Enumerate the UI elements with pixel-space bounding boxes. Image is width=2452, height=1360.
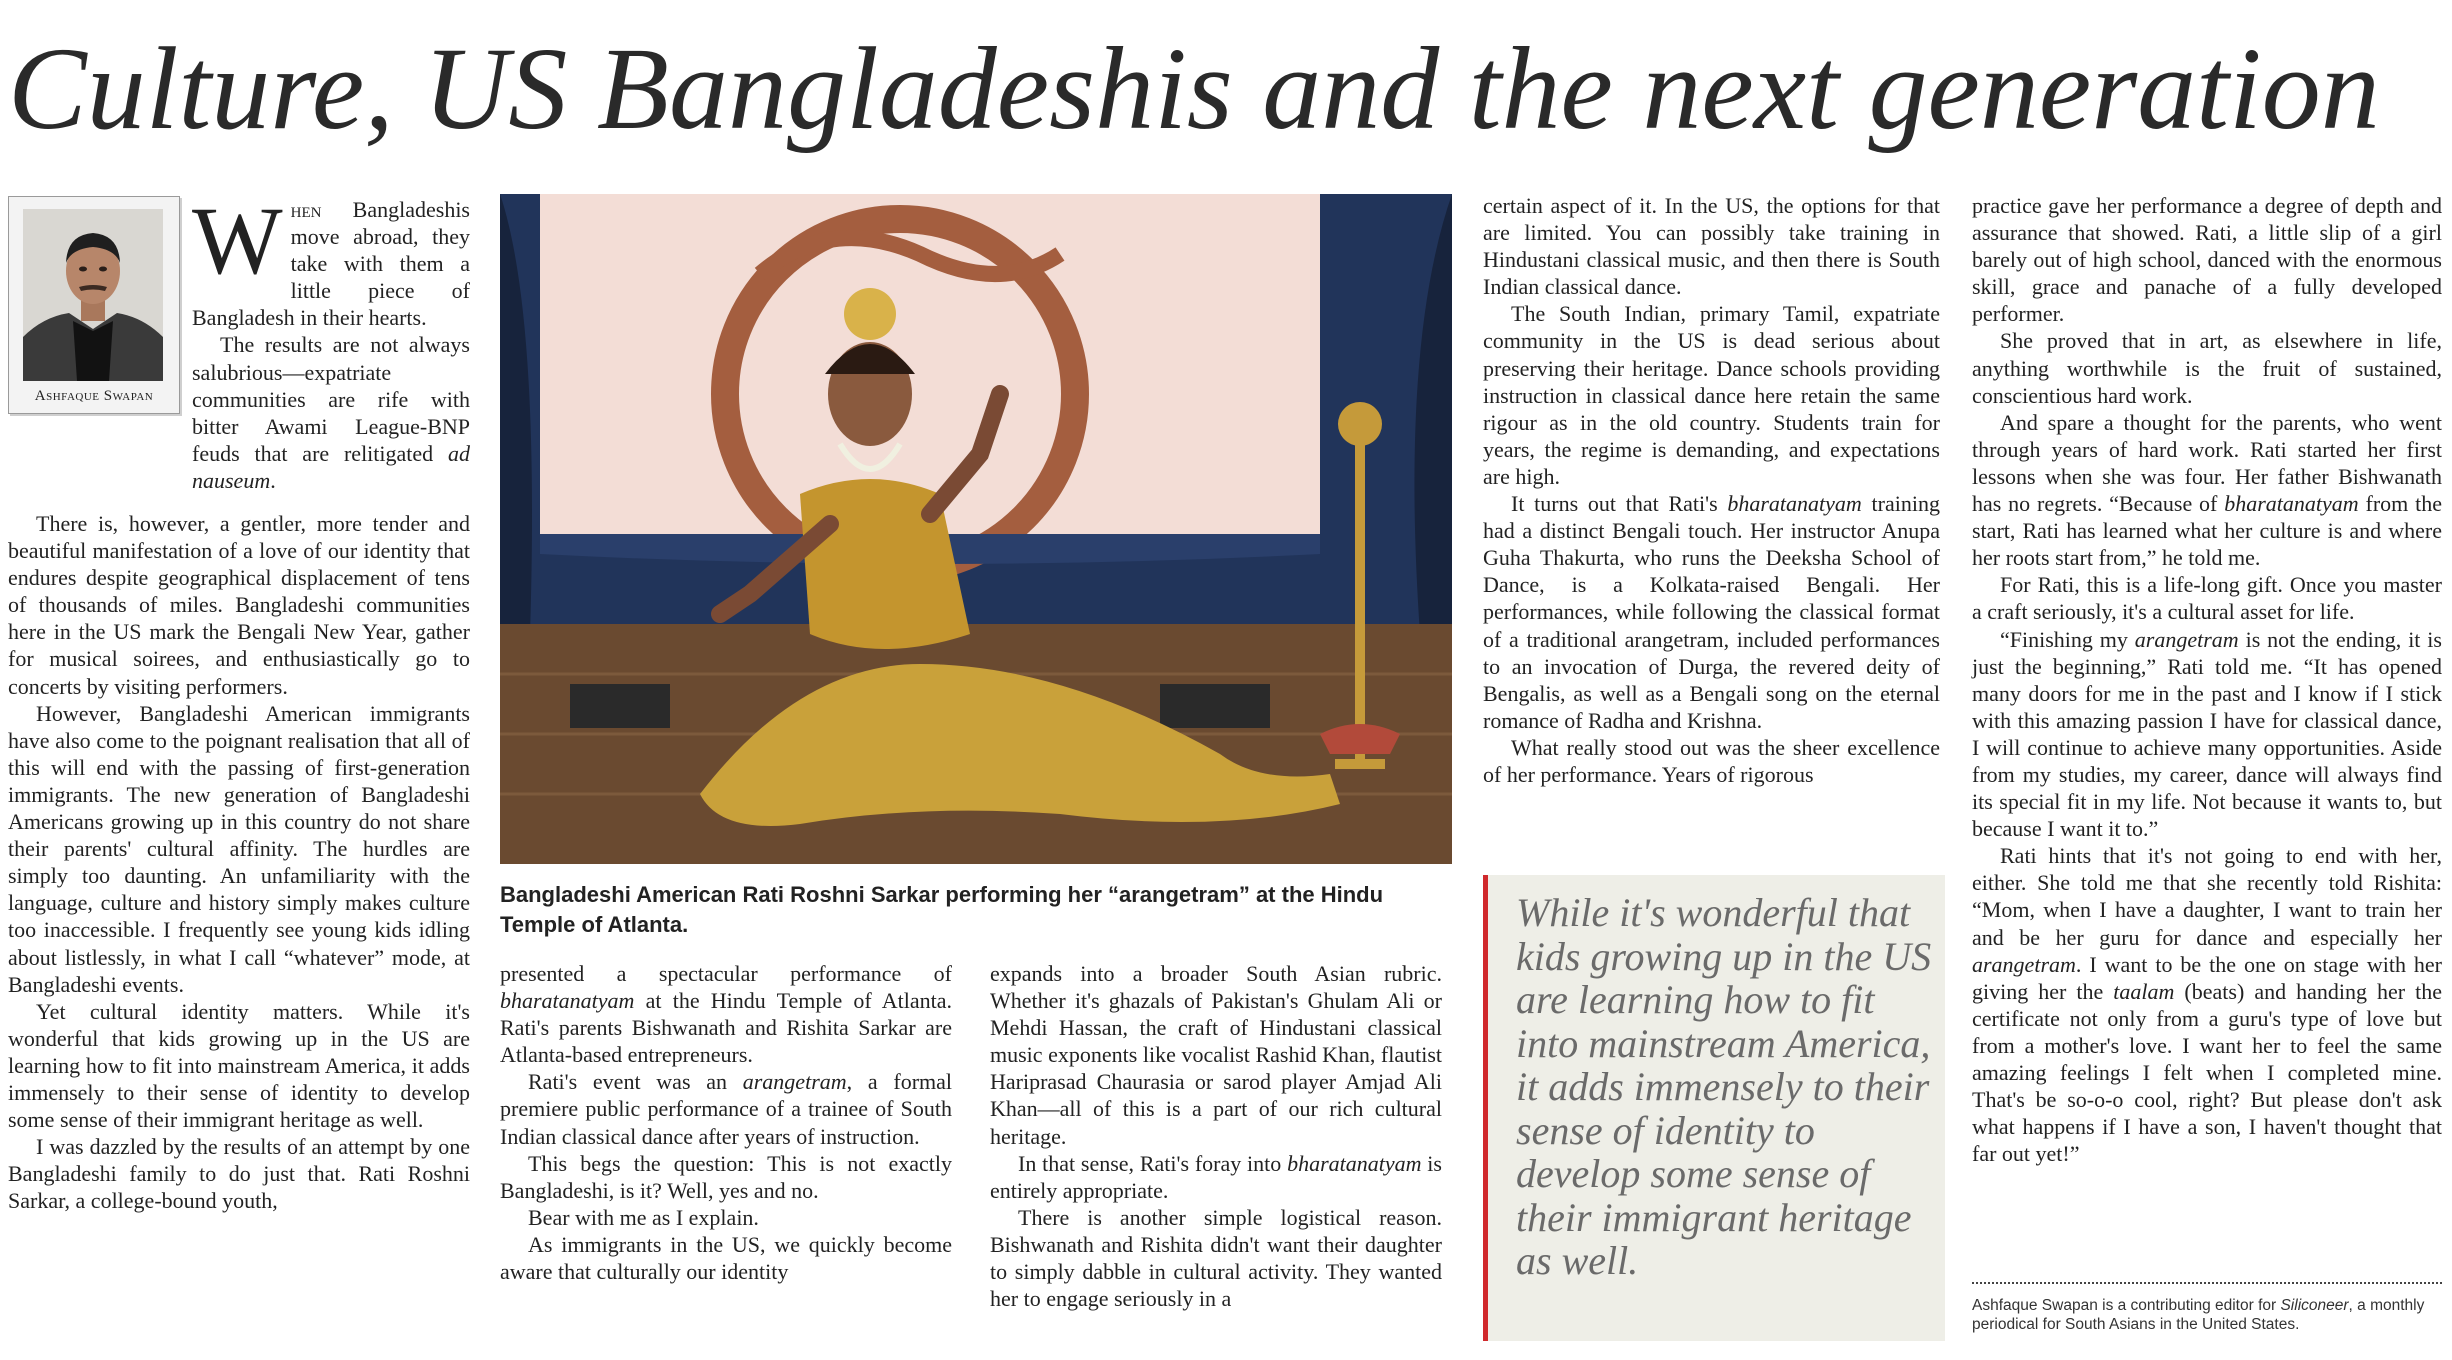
col2-paragraph-1: presented a spectacular performance of bharatanatyam at the Hindu Temple of Atlanta. Rati's parents Bishwanath and Rishita Sarkar are Atlanta-based entrepreneurs. bbox=[500, 961, 952, 1068]
col5-paragraph-2: She proved that in art, as elsewhere in life, anything worthwhile is the fruit of sustained, conscientious hard work. bbox=[1972, 328, 2442, 408]
pull-quote: While it's wonderful that kids growing up in the US are learning how to fit into mainstream America, it adds immensely to their sense of identity to develop some sense of their immigrant heritage as well. bbox=[1516, 890, 1932, 1283]
column-3 bbox=[990, 960, 1442, 1312]
bio-divider bbox=[1972, 1282, 2442, 1284]
headline: Culture, US Bangladeshis and the next generation bbox=[8, 23, 2380, 154]
col5-paragraph-5: “Finishing my arangetram is not the ending, it is just the beginning,” Rati told me. “It has opened many doors for me in the past and I know if I stick with this amazing passion I have for classical dance, I will continue to achieve many opportunities. Aside from my studies, my career, dance will always find its special fit in my life. Not because it wants to, but because I want it to.” bbox=[1972, 626, 2442, 842]
col5-paragraph-1: practice gave her performance a degree of depth and assurance that showed. Rati, a little slip of a girl barely out of high school, danced with the enormous skill, grace and panache of a fully developed performer. bbox=[1972, 193, 2442, 327]
col3-paragraph-3: There is another simple logistical reason. Bishwanath and Rishita didn't want their daughter to simply dabble in cultural activity. They wanted her to engage seriously in a bbox=[990, 1204, 1442, 1312]
col1-paragraph-5: Yet cultural identity matters. While it's wonderful that kids growing up in the US are learning how to fit into mainstream America, it adds immensely to their sense of identity to develop some sense of their immigrant heritage as well. bbox=[8, 998, 470, 1133]
col5-paragraph-6: Rati hints that it's not going to end with her, either. She told me that she recently told Rishita: “Mom, when I have a daughter, I want to train her and be her guru for dance and especially her arangetram. I want to be the one on stage with her giving her the taalam (beats) and handing her the certificate not only from a guru's type of love but from a mother's love. I want her to feel the same amazing feelings I felt when I completed mine. That's be so-o-o cool, right? But please don't ask what happens if I have a son, I haven't thought that far out yet!” bbox=[1972, 843, 2442, 1167]
col1-paragraph-6: I was dazzled by the results of an attempt by one Bangladeshi family to do just that. Rati Roshni Sarkar, a college-bound youth, bbox=[8, 1134, 470, 1214]
col2-paragraph-5: As immigrants in the US, we quickly become aware that culturally our identity bbox=[500, 1231, 952, 1285]
author-bio: Ashfaque Swapan is a contributing editor for Siliconeer, a monthly periodical for South Asians in the United States. bbox=[1972, 1297, 2425, 1333]
col1-paragraph-3: There is, however, a gentler, more tender and beautiful manifestation of a love of our identity that endures despite geographical displacement of tens of thousands of miles. Bangladeshi communities here in the US mark the Bengali New Year, gather for musical soirees, and enthusiastically go to concerts by visiting performers. bbox=[8, 511, 470, 699]
column-2 bbox=[500, 960, 952, 1285]
author-photo bbox=[23, 209, 163, 381]
col3-paragraph-1: expands into a broader South Asian rubric. Whether it's ghazals of Pakistan's Ghulam Ali or Mehdi Hassan, the craft of Hindustani classical music exponents like vocalist Rashid Khan, flautist Hariprasad Chaurasia or sarod player Amjad Ali Khan—all of this is a part of our rich cultural heritage. bbox=[990, 961, 1442, 1149]
col4-paragraph-4: What really stood out was the sheer excellence of her performance. Years of rigorous bbox=[1483, 734, 1940, 787]
column-5 bbox=[1972, 192, 2442, 1167]
col4-paragraph-1: certain aspect of it. In the US, the options for that are limited. You can possibly take training in Hindustani classical music, and then there is South Indian classical dance. bbox=[1483, 193, 1940, 300]
column-4 bbox=[1483, 192, 1940, 788]
photo-caption: Bangladeshi American Rati Roshni Sarkar performing her “arangetram” at the Hindu Temple of Atlanta. bbox=[500, 882, 1384, 937]
col3-paragraph-2: In that sense, Rati's foray into bharatanatyam is entirely appropriate. bbox=[990, 1150, 1442, 1203]
col2-paragraph-2: Rati's event was an arangetram, a formal premiere public performance of a trainee of South Indian classical dance after years of instruction. bbox=[500, 1069, 953, 1149]
col4-paragraph-3: It turns out that Rati's bharatanatyam training had a distinct Bengali touch. Her instructor Anupa Guha Thakurta, who runs the Deeksha School of Dance, is a Kolkata-raised Bengali. Her performances, while following the classical format of a traditional arangetram, included performances to an invocation of Durga, the revered deity of Bengalis, as well as a Bengali song on the eternal romance of Radha and Krishna. bbox=[1483, 491, 1940, 733]
column-1-lower bbox=[8, 510, 470, 1214]
lead-text: Bangladeshis move abroad, they take with them a little piece of Bangladesh in their hearts. bbox=[192, 197, 470, 331]
author-box bbox=[8, 196, 180, 414]
drop-cap: W bbox=[192, 187, 283, 294]
column-1 bbox=[192, 187, 470, 494]
col2-paragraph-3: This begs the question: This is not exactly Bangladeshi, is it? Well, yes and no. bbox=[500, 1150, 952, 1203]
pull-quote-box bbox=[1483, 875, 1945, 1341]
col2-paragraph-4: Bear with me as I explain. bbox=[528, 1204, 759, 1230]
col5-paragraph-4: For Rati, this is a life-long gift. Once you master a craft seriously, it's a cultural asset for life. bbox=[1972, 572, 2442, 625]
col4-paragraph-2: The South Indian, primary Tamil, expatriate community in the US is dead serious about preserving their heritage. Dance schools providing instruction in classical dance here retain the same rigour as in the old country. Students train for years, the regime is demanding, and expectations are high. bbox=[1483, 301, 1940, 489]
lead-smallcaps: hen bbox=[290, 197, 322, 222]
dance-photo bbox=[500, 194, 1452, 864]
col1-paragraph-2: The results are not always salubrious—expatriate communities are rife with bitter Awami League-BNP feuds that are relitigated ad nauseum. bbox=[192, 332, 470, 493]
lead-paragraph bbox=[192, 187, 470, 331]
col1-paragraph-4: However, Bangladeshi American immigrants have also come to the poignant realisation that all of this will end with the passing of first-generation immigrants. The new generation of Bangladeshi Americans growing up in this country do not share their parents' cultural affinity. The hurdles are simply too daunting. An unfamiliarity with the language, culture and history simply makes culture too inaccessible. I frequently see young kids idling about listlessly, in what I call “whatever” mode, at Bangladeshi events. bbox=[8, 700, 470, 997]
col5-paragraph-3: And spare a thought for the parents, who went through years of hard work. Rati started her first lessons when she was four. Her father Bishwanath has no regrets. “Because of bharatanatyam from the start, Rati has learned what her culture is and where her roots start from,” he told me. bbox=[1972, 409, 2442, 571]
author-name: Ashfaque Swapan bbox=[34, 388, 154, 404]
